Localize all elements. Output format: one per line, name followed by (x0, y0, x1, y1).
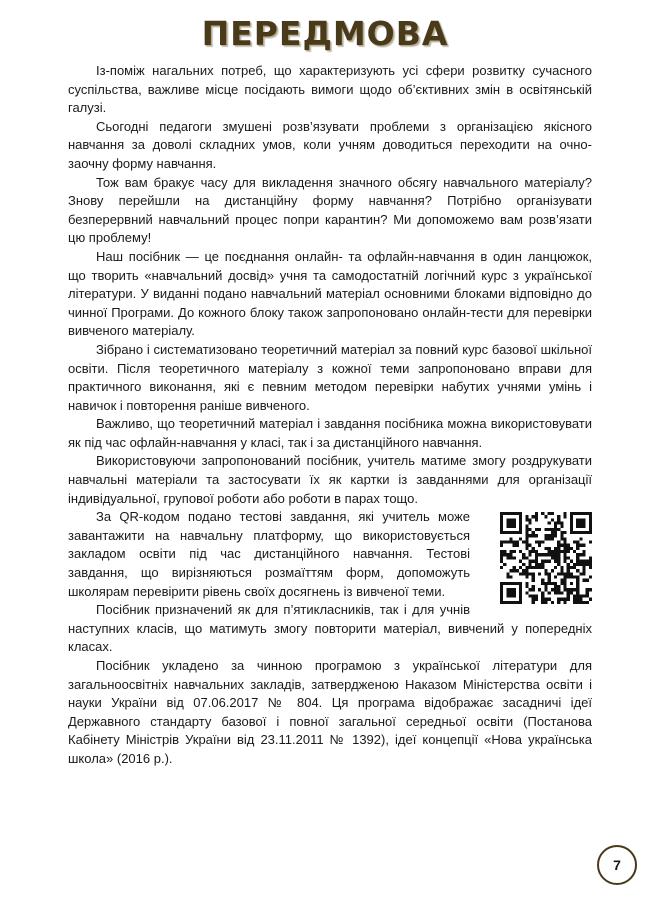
page-number: 7 (597, 845, 637, 885)
page-title: ПЕРЕДМОВА (201, 14, 449, 53)
paragraph: Із-поміж нагальних потреб, що характеризують усі сфери розвитку сучасного суспільства, важливе місце посідають вимоги щодо об’єктивних змін в освітянській галузі. (68, 63, 592, 116)
paragraph: Зібрано і систематизовано теоретичний матеріал за повний курс базової шкільної освіти. Після теоретичного матеріалу з кожної теми запропоновано вправи для практичного виконання, які є певним методом перевірки набутих учнями умінь і навичок і повторення раніше вивченого. (68, 341, 592, 413)
paragraph: Посібник призначений як для п’ятикласників, так і для учнів наступних класів, що матимуть змогу повторити матеріал, вивчений у попередніх класах. (68, 602, 592, 655)
paragraph: Використовуючи запропонований посібник, учитель матиме змогу роздрукувати навчальні матеріали та застосувати їх як картки із завданнями для організації індивідуальної, групової роботи або роботи в парах тощо. (68, 453, 592, 506)
paragraph: Посібник укладено за чинною програмою з української літератури для загальноосвітніх навчальних закладів, затвердженою Наказом Міністерства освіти і науки України від 07.06.2017 № 804. Ця програма відображає засадничі ідеї Державного стандарту базової і повної загальної середньої освіти (Постанова Кабінету Міністрів України від 23.11.2011 № 1392), ідеї концепції «Нова українська школа» (2016 р.). (68, 658, 592, 766)
preface-body (68, 62, 592, 769)
paragraph: Сьогодні педагоги змушені розв’язувати проблеми з організацією якісного навчання за доволі складних умов, коли учням доводиться переходити на очно-заочну форму навчання. (68, 118, 592, 171)
paragraph: Важливо, що теоретичний матеріал і завдання посібника можна використовувати як під час офлайн-навчання у класі, так і за дистанційного навчання. (68, 416, 592, 450)
qr-code[interactable] (500, 512, 592, 604)
paragraph: Тож вам бракує часу для викладення значного обсягу навчального матеріалу? Знову перейшли на дистанційну форму навчання? Потрібно організувати безперервний навчальний процес попри карантин? Ми допоможемо вам розв’язати цю проблему! (68, 174, 592, 246)
paragraph: За QR-кодом подано тестові завдання, які учитель може завантажити на навчальну платформу, що використовується закладом освіти під час дистанційного навчання. Тестові завдання, що вирізняються розмаїттям форм, допоможуть школярам перевірити рівень своїх досягнень із вивченої теми. (68, 509, 470, 599)
paragraph: Наш посібник — це поєднання онлайн- та офлайн-навчання в один ланцюжок, що творить «навчальний досвід» учня та самодостатній логічний курс з української літератури. У виданні подано навчальний матеріал основними блоками відповідно до чинної Програми. До кожного блоку також запропоновано онлайн-тести для перевірки вивченого матеріалу. (68, 248, 592, 339)
qr-code-icon (500, 512, 592, 604)
